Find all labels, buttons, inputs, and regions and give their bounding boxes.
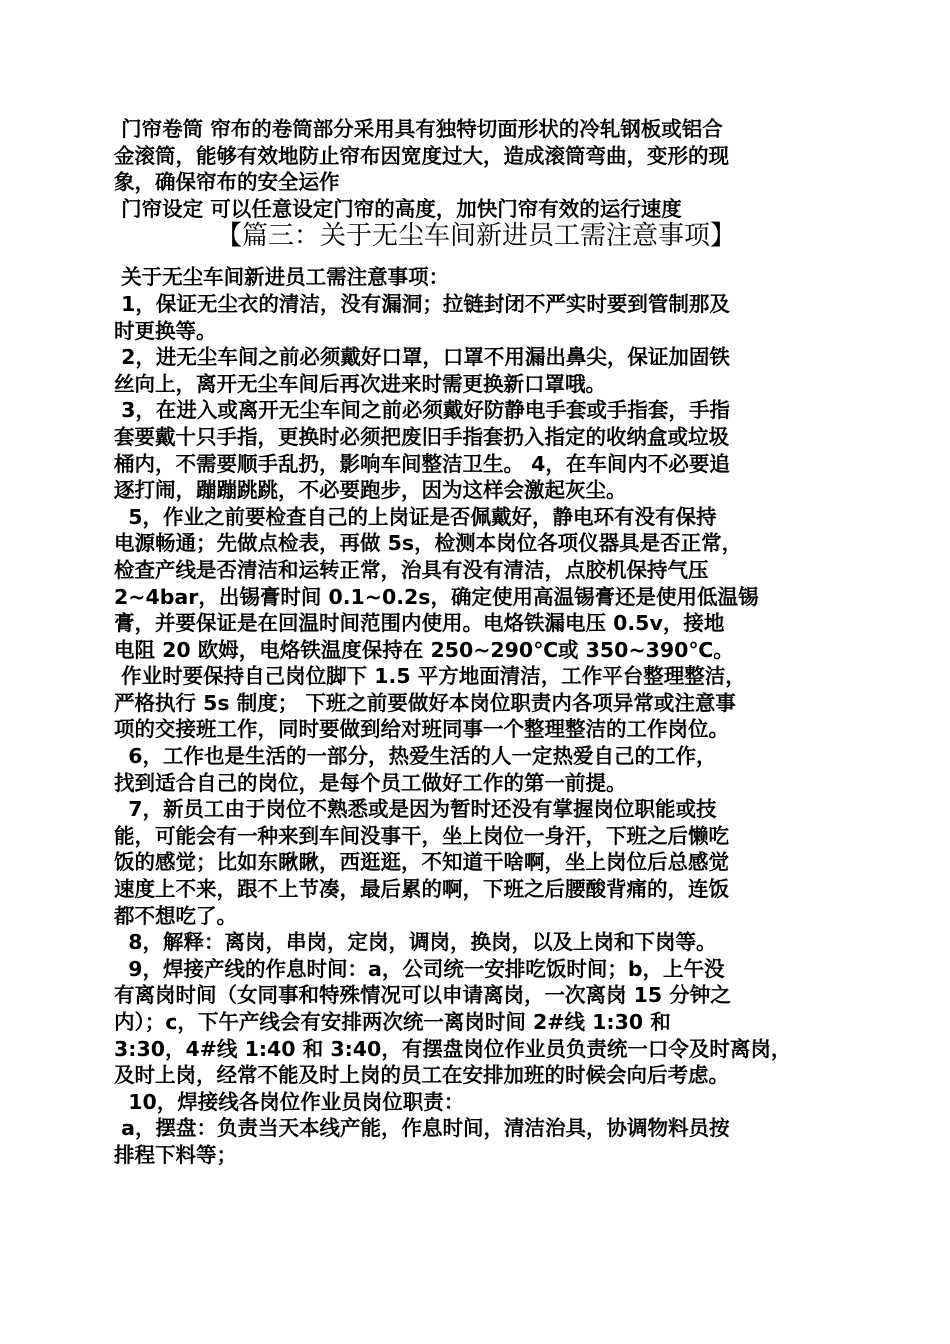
intro-line-2: 金滚筒，能够有效地防止帘布因宽度过大，造成滚筒弯曲，变形的现 [114,143,729,168]
body-line-30: 3:30，4#线 1:40 和 3:40，有摆盘岗位作业员负责统一口令及时离岗， [114,1036,792,1061]
body-line-13: 2~4bar，出锡膏时间 0.1~0.2s，确定使用高温锡膏还是使用低温锡 [114,584,759,609]
body-line-24: 速度上不来，跟不上节凑，最后累的啊，下班之后腰酸背痛的，连饭 [114,877,729,902]
body-line-18: 项的交接班工作，同时要做到给对班同事一个整理整洁的工作岗位。 [114,717,729,742]
body-line-31: 及时上岗，经常不能及时上岗的员工在安排加班的时候会向后考虑。 [114,1063,729,1088]
body-line-11: 电源畅通；先做点检表，再做 5s，检测本岗位各项仪器具是否正常， [114,531,743,556]
body-line-10: 5，作业之前要检查自己的上岗证是否佩戴好，静电环有没有保持 [114,504,717,529]
body-line-29: 内）；c，下午产线会有安排两次统一离岗时间 2#线 1:30 和 [114,1010,671,1034]
body-line-34: 排程下料等； [114,1142,237,1167]
body-line-20: 找到适合自己的岗位，是每个员工做好工作的第一前提。 [114,770,627,795]
body-line-12: 检查产线是否清洁和运转正常，治具有没有清洁，点胶机保持气压 [114,557,709,582]
body-line-2: 1，保证无尘衣的清洁，没有漏洞；拉链封闭不严实时要到管制那及 [114,291,730,316]
body-line-8: 桶内，不需要顺手乱扔，影响车间整洁卫生。 4，在车间内不必要追 [114,451,730,476]
body-line-16: 作业时要保持自己岗位脚下 1.5 平方地面清洁，工作平台整理整洁， [114,664,746,689]
body-line-19: 6，工作也是生活的一部分，热爱生活的人一定热爱自己的工作， [114,744,717,769]
body-line-4: 2，进无尘车间之前必须戴好口罩，口罩不用漏出鼻尖，保证加固铁 [114,345,730,370]
body-line-23: 饭的感觉；比如东瞅瞅，西逛逛，不知道干啥啊，坐上岗位后总感觉 [114,850,729,875]
body-line-7: 套要戴十只手指，更换时必须把废旧手指套扔入指定的收纳盒或垃圾 [114,424,729,449]
body-line-1: 关于无尘车间新进员工需注意事项： [114,265,450,290]
intro-line-1: 门帘卷筒 帘布的卷筒部分采用具有独特切面形状的冷轧钢板或铝合 [114,117,723,141]
body-line-22: 能，可能会有一种来到车间没事干，坐上岗位一身汗，下班之后懒吃 [114,823,729,848]
body-line-27: 9，焊接产线的作息时间：a，公司统一安排吃饭时间；b，上午没 [114,956,725,981]
body-line-9: 逐打闹，蹦蹦跳跳，不必要跑步，因为这样会激起灰尘。 [114,478,627,503]
body-line-33: a，摆盘：负责当天本线产能，作息时间，清洁治具，协调物料员按 [114,1116,730,1141]
body-line-6: 3，在进入或离开无尘车间之前必须戴好防静电手套或手指套，手指 [114,398,730,423]
body-line-28: 有离岗时间（女同事和特殊情况可以申请离岗，一次离岗 15 分钟之 [114,983,731,1008]
body-line-21: 7，新员工由于岗位不熟悉或是因为暂时还没有掌握岗位职能或技 [114,797,717,822]
section-heading: 【篇三：关于无尘车间新进员工需注意事项】 [215,221,736,252]
body-line-3: 时更换等。 [114,318,217,343]
intro-line-3: 象，确保帘布的安全运作 [114,170,340,195]
body-line-17: 严格执行 5s 制度； 下班之前要做好本岗位职责内各项异常或注意事 [114,690,736,715]
document-content [114,116,838,1169]
body-line-26: 8，解释：离岗，串岗，定岗，调岗，换岗，以及上岗和下岗等。 [114,930,717,955]
body-line-15: 电阻 20 欧姆，电烙铁温度保持在 250~290℃或 350~390℃。 [114,637,734,662]
body-line-14: 膏，并要保证是在回温时间范围内使用。电烙铁漏电压 0.5v，接地 [114,611,725,636]
body-line-25: 都不想吃了。 [114,903,237,928]
body-line-5: 丝向上，离开无尘车间后再次进来时需更换新口罩哦。 [114,371,606,396]
body-line-32: 10，焊接线各岗位作业员岗位职责： [114,1089,465,1114]
intro-line-4: 门帘设定 可以任意设定门帘的高度，加快门帘有效的运行速度 [114,196,682,221]
